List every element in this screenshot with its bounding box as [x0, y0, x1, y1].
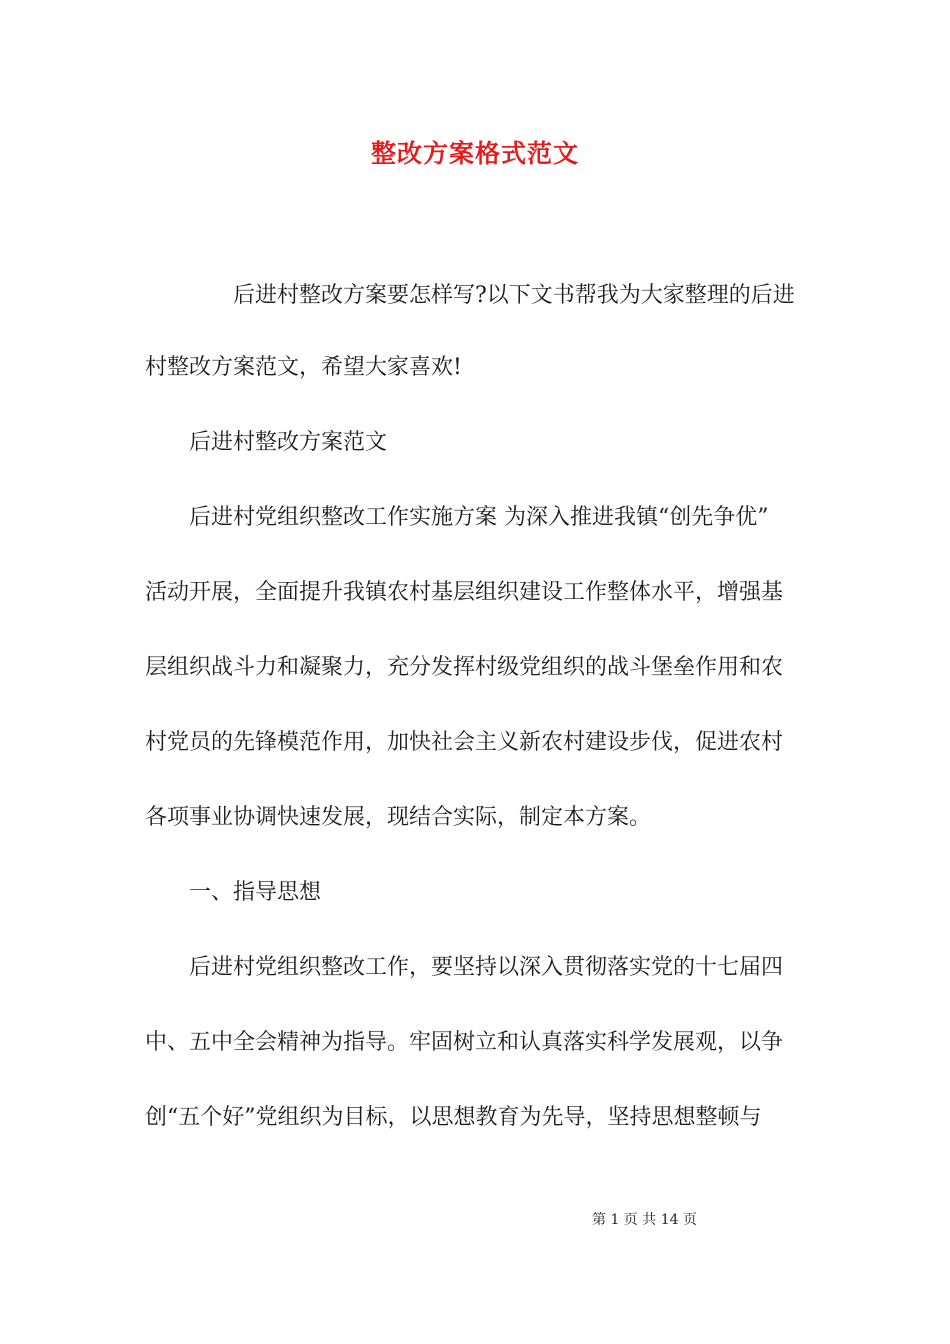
- body-line-11: 中、五中全会精神为指导。牢固树立和认真落实科学发展观，以争: [145, 1030, 784, 1055]
- body-line-8: 各项事业协调快速发展，现结合实际，制定本方案。: [145, 805, 652, 830]
- section-heading-guiding-ideology: 一、指导思想: [189, 880, 322, 905]
- body-line-4: 后进村党组织整改工作实施方案 为深入推进我镇“创先争优”: [189, 505, 769, 530]
- body-line-12: 创“五个好”党组织为目标，以思想教育为先导，坚持思想整顿与: [145, 1105, 762, 1130]
- body-line-6: 层组织战斗力和凝聚力，充分发挥村级党组织的战斗堡垒作用和农: [145, 655, 784, 680]
- body-line-10: 后进村党组织整改工作，要坚持以深入贯彻落实党的十七届四: [189, 955, 784, 980]
- body-line-7: 村党员的先锋模范作用，加快社会主义新农村建设步伐，促进农村: [145, 730, 784, 755]
- section-heading-sample: 后进村整改方案范文: [189, 430, 388, 455]
- document-title: 整改方案格式范文: [370, 139, 579, 168]
- body-line-5: 活动开展，全面提升我镇农村基层组织建设工作整体水平，增强基: [145, 580, 784, 605]
- body-line-1: 后进村整改方案要怎样写?以下文书帮我为大家整理的后进: [233, 283, 795, 308]
- page-number-footer: 第 1 页 共 14 页: [592, 1212, 697, 1228]
- body-line-2: 村整改方案范文，希望大家喜欢!: [145, 355, 462, 380]
